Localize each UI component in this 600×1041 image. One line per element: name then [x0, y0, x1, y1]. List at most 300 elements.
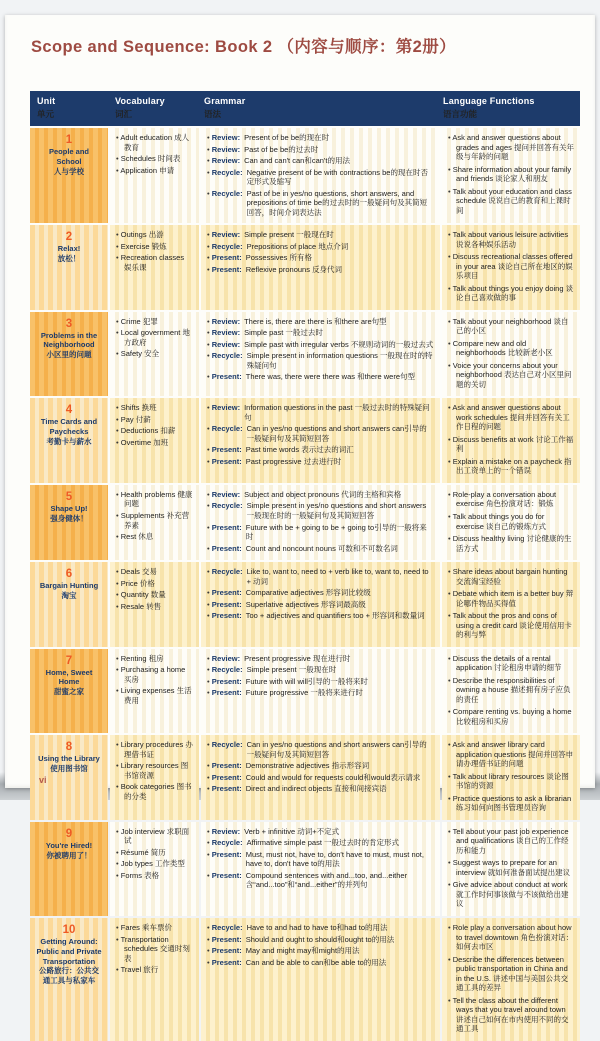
grammar-item-zh: 指示形容词	[331, 761, 370, 771]
scope-sequence-table	[30, 91, 580, 1041]
grammar-item	[207, 340, 434, 350]
functions-cell	[442, 649, 580, 734]
grammar-item-en: Simple past with irregular verbs	[244, 339, 349, 349]
grammar-stage-label-text: Present:	[211, 445, 242, 455]
bullet-icon: •	[448, 316, 451, 326]
unit-row	[30, 225, 580, 310]
vocabulary-item-en: Recreation classes	[120, 253, 185, 263]
unit-row	[30, 398, 580, 483]
grammar-item-content	[244, 654, 434, 664]
grammar-item-zh: may和might的用法	[297, 946, 360, 956]
grammar-item-content	[246, 688, 434, 698]
grammar-stage-label-text: Review:	[211, 339, 241, 349]
language-function-en: Ask and answer library card application questions	[452, 740, 545, 759]
grammar-stage-label-text: Recycle:	[211, 567, 243, 577]
grammar-stage-label	[207, 688, 242, 698]
vocabulary-item	[116, 253, 193, 272]
grammar-item-content	[246, 871, 434, 890]
language-function-zh: 就工作时何事该做与不该做给出建议	[456, 889, 569, 909]
grammar-stage-label-text: Recycle:	[211, 501, 243, 511]
grammar-item-zh: will引导的一般将来时	[297, 676, 368, 686]
grammar-stage-label-text: Present:	[211, 784, 242, 794]
grammar-cell	[201, 562, 440, 647]
grammar-item	[207, 156, 434, 166]
vocabulary-item-zh: 娱乐课	[124, 262, 147, 272]
grammar-stage-label-text: Present:	[211, 676, 242, 686]
grammar-item-en: Past time words	[245, 445, 300, 455]
bullet-icon: •	[116, 870, 119, 880]
bullet-icon: •	[116, 601, 119, 611]
bullet-icon: •	[207, 316, 210, 326]
bullet-icon: •	[207, 957, 210, 967]
language-function-en: Share ideas about bargain hunting	[452, 567, 568, 577]
vocabulary-item-en: Library resources	[120, 761, 179, 771]
language-function-item	[448, 707, 574, 726]
unit-name-zh: 放松！	[57, 253, 81, 263]
grammar-item-content	[244, 133, 434, 143]
bullet-icon: •	[116, 965, 119, 975]
vocabulary-item-en: Application	[120, 165, 158, 175]
grammar-item-en: Can in yes/no questions and short answers	[246, 740, 391, 750]
bullet-icon: •	[207, 688, 210, 698]
header-grammar-zh: 语法	[204, 109, 222, 119]
grammar-item-en: May and might	[245, 946, 295, 956]
unit-name-zh: 甜蜜之家	[54, 687, 84, 697]
bullet-icon: •	[116, 426, 119, 436]
grammar-item-en: Affirmative simple past	[246, 838, 322, 848]
vocabulary-item-zh: 休息	[138, 532, 154, 542]
grammar-item	[207, 230, 434, 240]
grammar-item-content	[244, 827, 434, 837]
unit-name-en: Shape Up!	[50, 503, 88, 513]
grammar-stage-label	[207, 838, 243, 848]
grammar-item-zh: 一般现在时的一般疑问句及其简短回答	[246, 510, 375, 520]
language-function-item	[448, 772, 574, 791]
functions-cell	[442, 312, 580, 397]
grammar-item	[207, 827, 434, 837]
language-function-item	[448, 133, 574, 162]
language-function-en: Talk about things you enjoy doing	[452, 283, 564, 293]
grammar-item	[207, 871, 434, 890]
language-function-zh: 提问并回答有关工作日程的问题	[456, 412, 570, 432]
grammar-item-en: Can and be able to	[245, 957, 310, 967]
grammar-stage-label	[207, 740, 243, 759]
grammar-item	[207, 490, 434, 500]
vocabulary-item	[116, 859, 193, 869]
bullet-icon: •	[207, 653, 210, 663]
bullet-icon: •	[207, 934, 210, 944]
vocabulary-item-en: Purchasing a home	[120, 665, 186, 675]
bullet-icon: •	[116, 934, 119, 944]
grammar-item-content	[246, 773, 434, 783]
grammar-item-zh: there was 和there were句型	[322, 372, 416, 382]
unit-number: 10	[62, 924, 76, 936]
bullet-icon: •	[207, 676, 210, 686]
grammar-stage-label	[207, 946, 242, 956]
vocabulary-item-en: Job types	[120, 859, 153, 869]
bullet-icon: •	[116, 241, 119, 251]
unit-row	[30, 918, 580, 1041]
grammar-item	[207, 328, 434, 338]
grammar-stage-label	[207, 654, 240, 664]
grammar-item-zh: 动词+不定式	[297, 826, 340, 836]
grammar-item	[207, 935, 434, 945]
grammar-item-en: Verb + infinitive	[244, 826, 296, 836]
unit-name-en: Using the Library	[38, 754, 100, 764]
functions-cell	[442, 398, 580, 483]
functions-cell	[442, 485, 580, 560]
vocabulary-item	[116, 242, 193, 252]
bullet-icon: •	[448, 826, 451, 836]
grammar-item	[207, 242, 434, 252]
header-vocabulary-zh: 词汇	[115, 109, 133, 119]
functions-cell	[442, 735, 580, 820]
language-function-zh: 比较新老小区	[507, 348, 553, 358]
grammar-stage-label-text: Present:	[211, 588, 242, 598]
grammar-item-en: Can and can't	[244, 156, 291, 166]
vocabulary-item	[116, 230, 193, 240]
grammar-item-content	[246, 457, 434, 467]
unit-cell	[30, 225, 108, 310]
grammar-item-en: Count and noncount nouns	[245, 543, 336, 553]
language-function-item	[448, 403, 574, 432]
vocabulary-item-zh: 补充营养素	[124, 510, 190, 530]
unit-name-en: Time Cards and Paychecks	[40, 417, 98, 437]
language-function-zh: 指出工资单上的一个错误	[456, 456, 572, 476]
unit-name-zh: 公路旅行：公共交通工具与私家车	[39, 966, 99, 985]
grammar-item	[207, 958, 434, 968]
grammar-item-zh: 形容词最高级	[320, 599, 366, 609]
bullet-icon: •	[116, 578, 119, 588]
language-function-item	[448, 858, 574, 877]
unit-cell	[30, 918, 108, 1041]
grammar-stage-label	[207, 145, 240, 155]
vocabulary-item-en: Renting	[120, 653, 147, 663]
grammar-item-zh: could和would表示请求	[345, 772, 421, 782]
language-function-item	[448, 740, 574, 769]
bullet-icon: •	[116, 328, 119, 338]
bullet-icon: •	[207, 489, 210, 499]
grammar-stage-label-text: Present:	[211, 946, 242, 956]
functions-cell	[442, 822, 580, 916]
unit-name-en: Home, Sweet Home	[45, 667, 93, 687]
vocabulary-cell	[110, 735, 199, 820]
unit-row	[30, 735, 580, 820]
language-function-item	[448, 996, 574, 1034]
bullet-icon: •	[207, 133, 210, 142]
vocabulary-item	[116, 827, 193, 846]
language-function-en: Talk about library resources	[452, 771, 545, 781]
bullet-icon: •	[207, 456, 210, 466]
unit-number: 6	[65, 568, 73, 581]
grammar-stage-label	[207, 168, 243, 187]
grammar-item-zh: 代词的主格和宾格	[341, 489, 402, 499]
vocabulary-item	[116, 579, 193, 589]
language-function-item	[448, 339, 574, 358]
vocabulary-item	[116, 923, 193, 933]
bullet-icon: •	[207, 923, 210, 932]
bullet-icon: •	[207, 328, 210, 338]
bullet-icon: •	[116, 665, 119, 675]
vocabulary-item-zh: 健康问题	[124, 489, 193, 509]
grammar-item-zh: 一般现在时	[296, 230, 334, 240]
grammar-item-zh: can和can't的用法	[292, 156, 350, 166]
unit-name-zh: 考勤卡与薪水	[46, 436, 92, 446]
language-function-zh: 谈论自己喜欢做的事	[456, 283, 574, 303]
bullet-icon: •	[207, 946, 210, 956]
grammar-item	[207, 838, 434, 848]
language-function-zh: 提问并回答申请办理借书证的问题	[456, 749, 574, 769]
grammar-stage-label	[207, 567, 243, 586]
grammar-stage-label	[207, 923, 243, 933]
grammar-stage-label	[207, 544, 242, 554]
bullet-icon: •	[207, 403, 210, 413]
language-function-en: Talk about your education and class schedule	[452, 186, 572, 206]
language-function-item	[448, 457, 574, 476]
unit-row	[30, 485, 580, 560]
language-function-en: Give advice about conduct at work	[452, 880, 568, 890]
grammar-stage-label-text: Present:	[211, 688, 242, 698]
vocabulary-item-en: Safety	[120, 349, 142, 359]
vocabulary-item	[116, 654, 193, 664]
grammar-item-en: Direct and indirect objects	[245, 784, 333, 794]
unit-name-zh: 强身健体！	[50, 513, 88, 523]
bullet-icon: •	[116, 567, 119, 577]
grammar-item	[207, 372, 434, 382]
grammar-item	[207, 133, 434, 143]
grammar-stage-label	[207, 457, 242, 467]
vocabulary-item-zh: 求职面试	[124, 826, 190, 846]
unit-name-zh: 淘宝	[61, 590, 77, 600]
table-body	[30, 128, 580, 1041]
grammar-item	[207, 784, 434, 794]
grammar-item-en: Past of be in yes/no questions, short answers, and prepositions of time	[246, 188, 415, 208]
vocabulary-item	[116, 782, 193, 801]
vocabulary-item-zh: 扣薪	[160, 426, 176, 436]
unit-number: 5	[65, 490, 73, 503]
grammar-stage-label-text: Present:	[211, 849, 242, 859]
bullet-icon: •	[448, 534, 451, 544]
grammar-item-en: Prepositions of place	[246, 241, 317, 251]
vocabulary-item-zh: 加班	[153, 437, 169, 447]
grammar-item-en: Can in yes/no questions and short answers	[246, 424, 391, 434]
grammar-cell	[201, 225, 440, 310]
grammar-stage-label	[207, 871, 242, 890]
vocabulary-item	[116, 602, 193, 612]
grammar-item	[207, 317, 434, 327]
grammar-item-content	[246, 523, 434, 542]
grammar-item-en: Like to, want to, need to + verb	[246, 567, 350, 577]
vocabulary-item	[116, 590, 193, 600]
grammar-item-content	[244, 145, 434, 155]
language-function-en: Ask and answer questions about work schedules	[452, 403, 561, 422]
vocabulary-item-zh: 旅行	[143, 965, 159, 975]
grammar-stage-label	[207, 958, 242, 968]
grammar-item-zh: 所有格	[289, 253, 313, 263]
grammar-stage-label-text: Recycle:	[211, 424, 243, 434]
language-function-zh: 说说各种娱乐活动	[456, 239, 516, 249]
vocabulary-item	[116, 848, 193, 858]
grammar-item-zh: 一般过去时的肯定形式	[324, 838, 399, 848]
bullet-icon: •	[116, 859, 119, 869]
bullet-icon: •	[448, 230, 451, 240]
grammar-item-content	[246, 600, 434, 610]
header-language-functions-en: Language Functions	[443, 96, 535, 106]
vocabulary-item-zh: 价格	[139, 578, 155, 588]
unit-name-zh: 使用图书馆	[50, 764, 88, 774]
grammar-item-en: Demonstrative adjectives	[245, 761, 330, 771]
page-title-en: Scope and Sequence: Book 2	[31, 38, 273, 56]
vocabulary-item-zh: 简历	[150, 847, 166, 857]
grammar-item-en: Have to and had to	[246, 923, 310, 932]
bullet-icon: •	[207, 849, 210, 859]
header-language-functions-zh: 语言功能	[443, 109, 478, 119]
vocabulary-item-zh: 图书馆资源	[124, 761, 189, 780]
language-function-en: Tell the class about the different ways that you travel around town	[452, 995, 566, 1015]
grammar-item	[207, 665, 434, 675]
grammar-item	[207, 688, 434, 698]
vocabulary-item-zh: 申请	[159, 165, 175, 175]
bullet-icon: •	[448, 858, 451, 868]
language-function-en: Talk about your neighborhood	[452, 316, 552, 326]
grammar-stage-label-text: Present:	[211, 957, 242, 967]
grammar-item-content	[246, 850, 434, 869]
language-function-zh: 谈自己的小区	[456, 316, 569, 336]
unit-number: 7	[65, 654, 73, 667]
vocabulary-cell	[110, 225, 199, 310]
functions-cell	[442, 918, 580, 1041]
language-function-en: Talk about the pros and cons of using a credit card	[452, 611, 557, 630]
grammar-item	[207, 424, 434, 443]
bullet-icon: •	[448, 283, 451, 293]
language-function-zh: 谈自己的锻炼方式	[486, 521, 547, 531]
vocabulary-cell	[110, 485, 199, 560]
vocabulary-cell	[110, 822, 199, 916]
bullet-icon: •	[207, 230, 210, 240]
language-function-item	[448, 230, 574, 249]
bullet-icon: •	[116, 532, 119, 542]
grammar-cell	[201, 128, 440, 223]
language-function-en: Ask and answer questions about grades and ages	[452, 133, 561, 152]
vocabulary-item	[116, 426, 193, 436]
grammar-item-en: Simple present	[244, 230, 295, 240]
grammar-item-en: Information questions in the past	[244, 403, 353, 413]
grammar-stage-label	[207, 490, 240, 500]
vocabulary-item-zh: 交易	[142, 567, 158, 577]
vocabulary-cell	[110, 398, 199, 483]
grammar-stage-label	[207, 317, 240, 327]
grammar-stage-label-text: Review:	[211, 403, 241, 413]
functions-cell	[442, 562, 580, 647]
grammar-cell	[201, 649, 440, 734]
unit-cell	[30, 822, 108, 916]
unit-name-zh: 人与学校	[54, 166, 84, 176]
vocabulary-item-zh: 表格	[144, 870, 160, 880]
grammar-item-content	[246, 761, 434, 771]
vocabulary-item-zh: 出游	[148, 230, 164, 240]
language-function-item	[448, 611, 574, 640]
vocabulary-item-en: Rest	[120, 532, 137, 542]
grammar-item-content	[246, 784, 434, 794]
bullet-icon: •	[448, 338, 451, 348]
language-function-item	[448, 284, 574, 303]
grammar-item-en: Too + adjectives and quantifiers	[245, 611, 352, 621]
language-function-zh: 讨论健康的生活方式	[456, 534, 572, 553]
grammar-item-en: Future with will	[245, 676, 296, 686]
grammar-stage-label-text: Recycle:	[211, 167, 243, 177]
vocabulary-item-zh: 换班	[141, 403, 157, 413]
grammar-item-en: Possessives	[245, 253, 288, 263]
language-function-item	[448, 512, 574, 531]
bullet-icon: •	[116, 590, 119, 600]
language-function-item	[448, 534, 574, 553]
bullet-icon: •	[448, 434, 451, 444]
bullet-icon: •	[207, 870, 210, 880]
language-function-item	[448, 794, 574, 813]
grammar-stage-label-text: Present:	[211, 543, 242, 553]
grammar-item-content	[247, 351, 434, 370]
bullet-icon: •	[448, 653, 451, 663]
grammar-stage-label-text: Review:	[211, 156, 241, 166]
bullet-icon: •	[207, 501, 210, 511]
grammar-cell	[201, 822, 440, 916]
grammar-stage-label	[207, 253, 242, 263]
language-function-zh: 角色扮演对话：锻炼	[486, 499, 554, 509]
language-function-en: Explain a mistake on a paycheck	[452, 456, 562, 466]
grammar-stage-label-text: Present:	[211, 456, 242, 466]
language-function-zh: 谈自己的工作经历和能力	[456, 836, 569, 855]
header-grammar	[197, 96, 436, 120]
grammar-item-en: Past of be	[244, 144, 278, 154]
bullet-icon: •	[448, 793, 451, 803]
grammar-item-en: Reflexive pronouns	[245, 264, 310, 274]
vocabulary-item-zh: 地方政府	[124, 328, 190, 347]
bullet-icon: •	[448, 511, 451, 521]
page-number: vi	[39, 775, 47, 785]
vocabulary-item-en: Book categories	[120, 782, 175, 792]
vocabulary-item	[116, 403, 193, 413]
functions-cell	[442, 225, 580, 310]
language-function-item	[448, 589, 574, 608]
language-function-en: Talk about various leisure activities	[452, 230, 569, 240]
vocabulary-item-en: Outings	[120, 230, 147, 240]
grammar-item-en: Present progressive	[244, 653, 311, 663]
grammar-item-zh: 一般现在时的特殊疑问句	[246, 351, 433, 370]
grammar-stage-label-text: Recycle:	[211, 241, 243, 251]
language-function-zh: 比较租房和买房	[456, 716, 509, 726]
grammar-stage-label	[207, 935, 242, 945]
grammar-item-zh: 不规则动词的一般过去式	[350, 339, 434, 349]
grammar-item-content	[246, 946, 434, 956]
header-unit	[30, 96, 108, 120]
grammar-item-zh: 一般过去时	[285, 328, 323, 338]
grammar-item-zh: 反身代词	[312, 264, 343, 274]
grammar-item-content	[247, 923, 434, 933]
grammar-stage-label	[207, 189, 243, 218]
bullet-icon: •	[207, 826, 210, 836]
grammar-stage-label	[207, 761, 242, 771]
grammar-item-content	[247, 740, 434, 759]
unit-number: 8	[65, 741, 73, 754]
bullet-icon: •	[116, 253, 119, 263]
bullet-icon: •	[207, 543, 210, 553]
language-function-zh: 提问并回答有关年级与年龄的问题	[456, 142, 574, 162]
language-function-item	[448, 676, 574, 705]
vocabulary-item	[116, 328, 193, 347]
grammar-item-zh: can引导的一般疑问句及其简短回答	[246, 740, 427, 759]
grammar-item-content	[244, 403, 434, 422]
grammar-item-content	[244, 156, 434, 166]
